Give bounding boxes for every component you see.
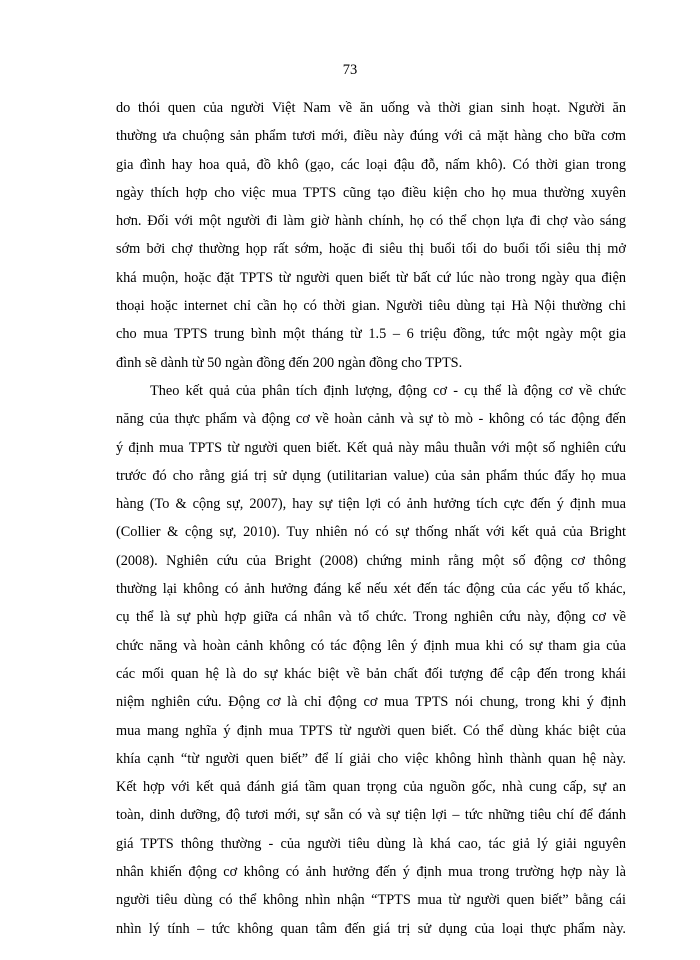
text-line: Theo kết quả của phân tích định lượng, động cơ - cụ thể là động cơ về chức (150, 382, 626, 399)
text-line: thường ưa chuộng sản phẩm tươi mới, điều này đúng với cả mặt hàng cho bữa cơm (116, 128, 626, 145)
text-line: nhân khiến động cơ không có ảnh hưởng đến ý định mua trong trường hợp này là (116, 864, 626, 881)
text-line: nhìn lý tính – tức không quan tâm đến giá trị sử dụng của loại thực phẩm này. (116, 920, 626, 937)
text-line: giá TPTS thông thường - của người tiêu dùng là khá cao, tác giả lý giải nguyên (116, 835, 626, 852)
text-line: trước đó cho rằng giá trị sử dụng (utilitarian value) của sản phẩm thúc đẩy họ mua (116, 467, 626, 484)
text-line: (2008). Nghiên cứu của Bright (2008) chứng minh rằng một số động cơ thông (116, 552, 626, 569)
text-line: các mối quan hệ là do sự khác biệt về bản chất đối tượng để cập đến trong khái (116, 665, 626, 682)
text-line: hơn. Đối với một người đi làm giờ hành chính, họ có thể chọn lựa đi chợ vào sáng (116, 213, 626, 230)
text-line: ngày thích hợp cho việc mua TPTS cũng tạo điều kiện cho họ mua thường xuyên (116, 184, 626, 201)
text-line: khía cạnh “từ người quen biết” để lí giải cho việc không hình thành quan hệ này. (116, 750, 626, 767)
text-line: người tiêu dùng có thể không nhìn nhận “TPTS mua từ người quen biết” bằng cái (116, 892, 626, 909)
text-line: gia đình hay hoa quả, đồ khô (gạo, các loại đậu đỗ, nấm khô). Có thời gian trong (116, 156, 626, 173)
page-number: 73 (342, 62, 358, 78)
text-line: ý định mua TPTS từ người quen biết. Kết quả này mâu thuẫn với một số nghiên cứu (116, 439, 626, 456)
text-line: đình sẽ dành từ 50 ngàn đồng đến 200 ngàn đồng cho TPTS. (116, 354, 463, 371)
text-line: chức năng và hoàn cảnh không có tác động lên ý định mua khi có sự tham gia của (116, 637, 626, 654)
text-line: sớm bởi chợ thường họp rất sớm, hoặc đi siêu thị buổi tối do buổi tối siêu thị mở (116, 241, 626, 258)
text-line: niệm nghiên cứu. Động cơ là chỉ động cơ mua TPTS nói chung, trong khi ý định (116, 694, 626, 711)
text-line: hàng (To & cộng sự, 2007), hay sự tiện lợi có ảnh hưởng tích cực đến ý định mua (116, 496, 626, 513)
text-line: do thói quen của người Việt Nam về ăn uống và thời gian sinh hoạt. Người ăn (116, 100, 626, 116)
text-line: khá muộn, hoặc đặt TPTS từ người quen biết từ bất cứ lúc nào trong ngày qua điện (116, 269, 626, 286)
text-line: mua mang nghĩa ý định mua TPTS từ người quen biết. Có thể dùng khác biệt của (116, 722, 626, 739)
paragraph-1 (116, 94, 626, 377)
text-line: thường lại không có ảnh hưởng đáng kể nếu xét đến tác động của các yếu tố khác, (116, 581, 626, 598)
body-text (116, 94, 626, 943)
text-line: năng của thực phẩm và động cơ về hoàn cảnh và sự tò mò - không có tác động đến (116, 411, 626, 428)
text-line: (Collier & cộng sự, 2010). Tuy nhiên nó có sự thống nhất với kết quả của Bright (116, 524, 626, 541)
text-line: cụ thể là sự phù hợp giữa cá nhân và tổ chức. Trong nghiên cứu này, động cơ về (116, 609, 626, 626)
text-line: thoại hoặc internet chỉ cần họ có thời gian. Người tiêu dùng tại Hà Nội thường chi (116, 298, 626, 315)
text-line: toàn, dinh dưỡng, độ tươi mới, sự sẵn có và sự tiện lợi – tức những tiêu chí để đánh (116, 807, 626, 824)
paragraph-2 (116, 377, 626, 943)
text-line: cho mua TPTS trung bình một tháng từ 1.5 – 6 triệu đồng, tức một ngày một gia (116, 326, 626, 343)
text-line: Kết hợp với kết quả đánh giá tầm quan trọng của nguồn gốc, nhà cung cấp, sự an (116, 779, 626, 796)
